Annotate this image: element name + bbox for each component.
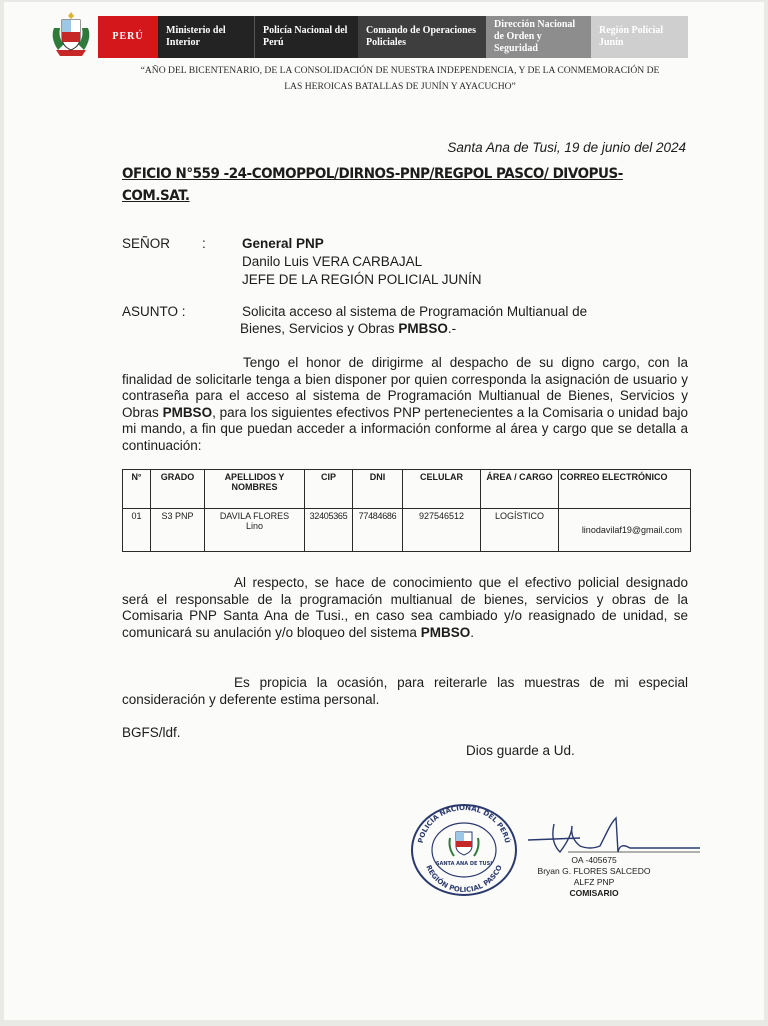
subject-line-1: Solicita acceso al sistema de Programación Multianual de xyxy=(242,304,588,319)
cell-n: 01 xyxy=(123,509,151,552)
header-comando: Comando de Operaciones Policiales xyxy=(358,16,486,58)
oficio-number: OFICIO N°559 -24-COMOPPOL/DIRNOS-PNP/REGPOL PASCO/ DIVOPUS-COM.SAT. xyxy=(122,166,623,204)
body2-text-b: . xyxy=(470,624,474,640)
seal-top-text: POLICÍA NACIONAL DEL PERÚ xyxy=(416,803,512,844)
col-header-correo: CORREO ELECTRÓNICO xyxy=(559,470,691,509)
col-header-dni: DNI xyxy=(353,470,403,509)
body1-text-b: , para los siguientes efectivos PNP pertenecientes a la Comisaria o unidad bajo mi mando, a fin que puedan acceder a información conforme al área y cargo que se detalla a continuación: xyxy=(122,404,688,453)
body1-system: PMBSO xyxy=(162,404,213,420)
header-peru: PERÚ xyxy=(98,16,158,58)
body-paragraph-3: Es propicia la ocasión, para reiterarle las muestras de mi especial consideración y deferente estima personal. xyxy=(122,675,688,707)
subject-system: PMBSO xyxy=(398,321,448,336)
body2-text-a: Al respecto, se hace de conocimiento que el efectivo policial designado será el responsable de la programación multianual de bienes, servicios y obras de la Comisaria PNP Santa Ana de Tusi., en caso sea cambiado y/o reasignado de unidad, se comunicará su anulación y/o bloqueo del sistema xyxy=(122,575,688,640)
addressee-colon: : xyxy=(202,236,206,251)
addressee-name: Danilo Luis VERA CARBAJAL xyxy=(242,254,423,269)
col-header-apellidos: APELLIDOS Y NOMBRES xyxy=(205,470,305,509)
cell-area: LOGÍSTICO xyxy=(481,509,559,552)
subject-end: .- xyxy=(447,321,457,336)
cell-grado: S3 PNP xyxy=(151,509,205,552)
col-header-celular: CELULAR xyxy=(403,470,481,509)
header-ministerio: Ministerio del Interior xyxy=(158,16,254,58)
header-direccion: Dirección Nacional de Orden y Seguridad xyxy=(486,16,591,58)
cell-cip: 32405365 xyxy=(305,509,353,552)
closing-formula: Dios guarde a Ud. xyxy=(466,743,575,758)
header-policia: Policía Nacional del Perú xyxy=(254,16,358,58)
col-header-grado: GRADO xyxy=(151,470,205,509)
coat-of-arms-icon xyxy=(50,10,92,58)
body-paragraph-1 xyxy=(122,355,688,454)
subject-label: ASUNTO : xyxy=(122,304,186,319)
signer-rank: ALFZ PNP xyxy=(573,877,615,887)
seal-center-text: SANTA ANA DE TUSI xyxy=(435,861,493,867)
col-header-area: ÁREA / CARGO xyxy=(481,470,559,509)
seal-bottom-text: REGIÓN POLICIAL PASCO xyxy=(424,863,504,895)
cell-apellidos xyxy=(205,509,305,552)
subject-text: Bienes, Servicios y Obras xyxy=(240,321,395,336)
col-header-n: N° xyxy=(123,470,151,509)
cell-apellidos-name: Lino xyxy=(245,521,263,531)
signer-role: COMISARIO xyxy=(569,888,619,898)
signer-name: Bryan G. FLORES SALCEDO xyxy=(537,866,651,876)
initials: BGFS/ldf. xyxy=(122,725,181,740)
cell-correo: linodavilaf19@gmail.com xyxy=(559,509,691,552)
year-motto xyxy=(100,63,700,95)
personnel-table xyxy=(122,469,691,552)
body1-text-a: Tengo el honor de dirigirme al despacho de su digno cargo, con la finalidad de solicitarle tenga a bien disponer por quien corresponda la asignación de usuario y contraseña para el acceso al sistema de Programación Multianual de Bienes, Servicios y Obras xyxy=(122,355,688,420)
addressee-position: JEFE DE LA REGIÓN POLICIAL JUNÍN xyxy=(242,272,482,287)
cell-dni: 77484686 xyxy=(353,509,403,552)
signature-block xyxy=(510,855,678,899)
table-row xyxy=(123,509,691,552)
subject-line-2 xyxy=(240,321,456,338)
cell-apellidos-surname: DAVILA FLORES xyxy=(219,511,290,521)
motto-line-2: LAS HEROICAS BATALLAS DE JUNÍN Y AYACUCHO” xyxy=(284,81,516,92)
table-header-row xyxy=(123,470,691,509)
letter-date: Santa Ana de Tusi, 19 de junio del 2024 xyxy=(447,140,686,155)
cell-celular: 927546512 xyxy=(403,509,481,552)
addressee-label: SEÑOR xyxy=(122,236,171,251)
institutional-header xyxy=(98,16,688,58)
letter-page xyxy=(4,2,764,1020)
col-header-cip: CIP xyxy=(305,470,353,509)
motto-line-1: “AÑO DEL BICENTENARIO, DE LA CONSOLIDACIÓN DE NUESTRA INDEPENDENCIA, Y DE LA CONMEMORACIÓN DE xyxy=(140,65,660,76)
body-paragraph-2 xyxy=(122,575,688,641)
addressee-rank: General PNP xyxy=(242,236,324,251)
police-seal-icon xyxy=(408,802,520,898)
body2-system: PMBSO xyxy=(420,624,471,640)
signer-cip: OA -405675 xyxy=(571,855,617,865)
header-region: Región Policial Junín xyxy=(591,16,688,58)
